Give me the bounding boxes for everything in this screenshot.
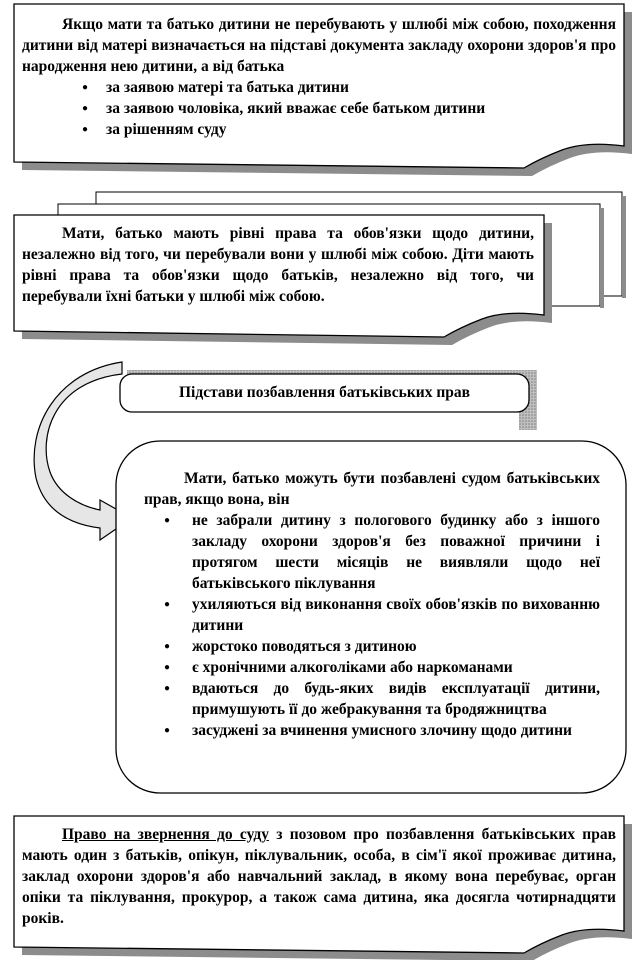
list-item: ● засуджені за вчинення умисного злочину щодо дитини bbox=[160, 720, 600, 741]
list-item: ● ухиляються від виконання своїх обов'язків по вихованню дитини bbox=[160, 594, 600, 636]
list-item: ● за заявою матері та батька дитини bbox=[82, 77, 616, 98]
list-item: ● за рішенням суду bbox=[82, 119, 616, 140]
block1-intro: Якщо мати та батько дитини не перебувають у шлюбі між собою, походження дитини від матері визначається на підставі документа закладу охорони здоров'я про народження нею дитини, а від батька bbox=[22, 16, 616, 75]
block5-lead: Право на звернення до суду bbox=[62, 826, 269, 843]
list-item: ● вдаються до будь-яких видів експлуатації дитини, примушують її до жебракування та бродяжництва bbox=[160, 678, 600, 720]
block4-list bbox=[160, 510, 600, 741]
block1-content bbox=[22, 14, 616, 140]
block5-content bbox=[22, 824, 616, 929]
block3-title: Підстави позбавлення батьківських прав bbox=[178, 384, 471, 401]
list-item: ● є хронічними алкоголіками або наркоманами bbox=[160, 657, 600, 678]
list-item: ● за заявою чоловіка, який вважає себе батьком дитини bbox=[82, 98, 616, 119]
list-item: ● жорстоко поводяться з дитиною bbox=[160, 636, 600, 657]
list-item: ● не забрали дитину з пологового будинку або з іншого закладу охорони здоров'я без поважної причини і протягом шести місяців не виявляли щодо неї батьківського піклування bbox=[160, 510, 600, 594]
block1-list bbox=[82, 77, 616, 140]
block5-text: з позовом про позбавлення батьківських прав мають один з батьків, опікун, піклувальник, особа, в сім'ї якої проживає дитина, заклад охорони здоров'я або навчальний заклад, в якому вона перебуває, орган опіки та піклування, прокурор, а також сама дитина, яка досягла чотирнадцяти років. bbox=[22, 826, 616, 927]
block4-content bbox=[144, 468, 600, 741]
block4-intro: Мати, батько можуть бути позбавлені судом батьківських прав, якщо вона, він bbox=[144, 470, 600, 508]
block2-text: Мати, батько мають рівні права та обов'язки щодо дитини, незалежно від того, чи перебували вони у шлюбі між собою. Діти мають рівні права та обов'язки щодо батьків, незалежно від того, чи перебували їхні батьки у шлюбі між собою. bbox=[22, 225, 534, 305]
